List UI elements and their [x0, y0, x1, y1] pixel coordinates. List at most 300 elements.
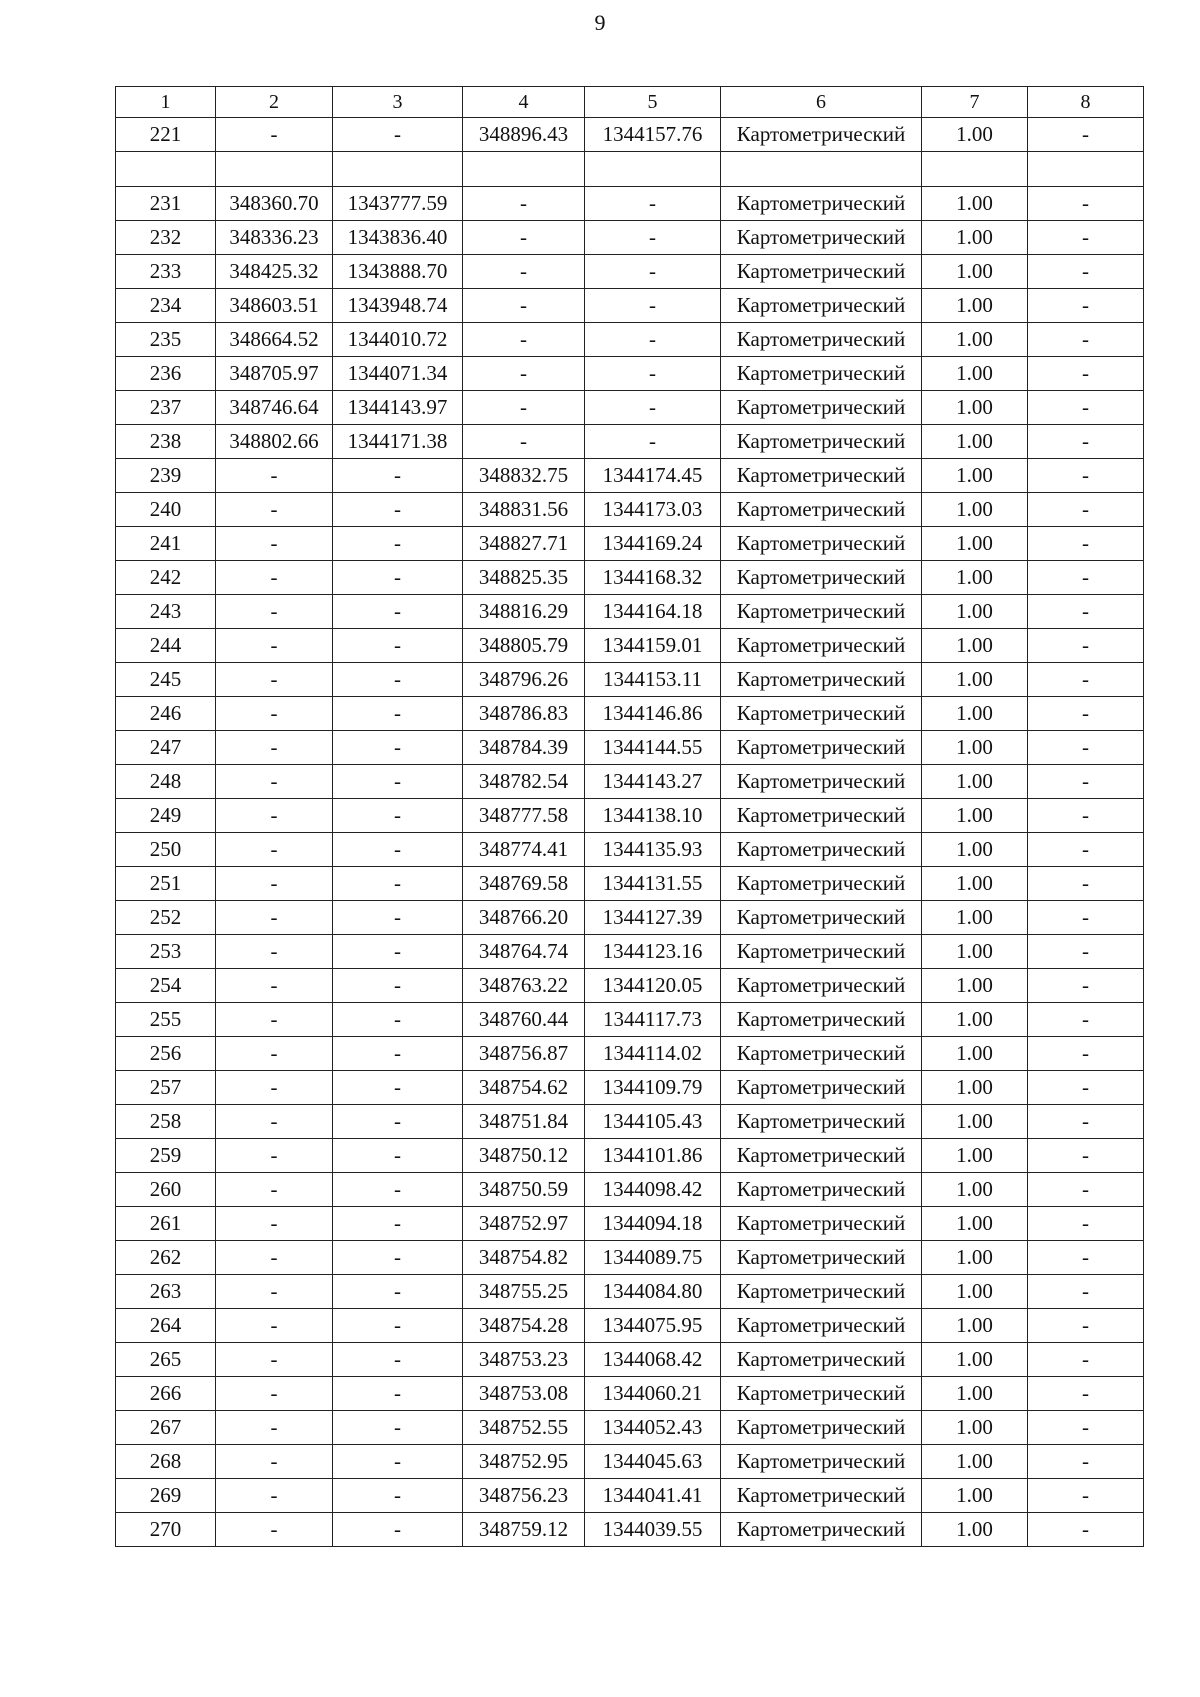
- table-cell: 1344089.75: [585, 1241, 721, 1275]
- table-cell: 1.00: [922, 663, 1028, 697]
- table-cell: -: [1028, 323, 1144, 357]
- table-cell: -: [1028, 1037, 1144, 1071]
- table-cell: -: [333, 799, 463, 833]
- table-cell: -: [333, 493, 463, 527]
- table-cell: -: [1028, 527, 1144, 561]
- table-cell: -: [216, 527, 333, 561]
- table-cell: -: [463, 221, 585, 255]
- table-cell: -: [333, 1071, 463, 1105]
- table-cell: 348754.62: [463, 1071, 585, 1105]
- table-cell: 348764.74: [463, 935, 585, 969]
- table-cell: -: [216, 629, 333, 663]
- table-cell: -: [216, 833, 333, 867]
- table-row: [116, 1071, 1144, 1105]
- table-cell: [116, 152, 216, 187]
- table-cell: 1344146.86: [585, 697, 721, 731]
- table-cell: -: [1028, 1275, 1144, 1309]
- table-cell: -: [216, 561, 333, 595]
- table-row: [116, 1479, 1144, 1513]
- table-cell: 1.00: [922, 1411, 1028, 1445]
- table-cell: -: [333, 459, 463, 493]
- table-row: [116, 697, 1144, 731]
- table-cell: Картометрический: [721, 1105, 922, 1139]
- table-cell: -: [1028, 1479, 1144, 1513]
- table-cell: 1.00: [922, 561, 1028, 595]
- table-cell: 1.00: [922, 1207, 1028, 1241]
- table-cell: Картометрический: [721, 1003, 922, 1037]
- table-cell: -: [333, 1309, 463, 1343]
- table-cell: -: [1028, 1207, 1144, 1241]
- table-cell: 1.00: [922, 1173, 1028, 1207]
- table-cell: 1344098.42: [585, 1173, 721, 1207]
- table-cell: Картометрический: [721, 118, 922, 152]
- table-cell: 1344041.41: [585, 1479, 721, 1513]
- table-cell: -: [333, 1411, 463, 1445]
- table-cell: 1344143.97: [333, 391, 463, 425]
- table-cell: 1344117.73: [585, 1003, 721, 1037]
- table-cell: 348816.29: [463, 595, 585, 629]
- table-cell: 1.00: [922, 969, 1028, 1003]
- table-row: [116, 595, 1144, 629]
- table-cell: 348805.79: [463, 629, 585, 663]
- table-cell: 1.00: [922, 697, 1028, 731]
- table-cell: -: [1028, 731, 1144, 765]
- table-cell: 251: [116, 867, 216, 901]
- table-cell: 1344084.80: [585, 1275, 721, 1309]
- table-cell: 348746.64: [216, 391, 333, 425]
- table-cell: -: [1028, 1411, 1144, 1445]
- table-cell: -: [216, 1411, 333, 1445]
- table-cell: 242: [116, 561, 216, 595]
- table-row: [116, 1241, 1144, 1275]
- coordinates-table: [115, 86, 1144, 1547]
- table-cell: 348760.44: [463, 1003, 585, 1037]
- table-cell: -: [333, 731, 463, 765]
- table-cell: 1344169.24: [585, 527, 721, 561]
- table-cell: -: [585, 187, 721, 221]
- table-cell: 257: [116, 1071, 216, 1105]
- table-cell: -: [333, 1241, 463, 1275]
- table-cell: 1344039.55: [585, 1513, 721, 1547]
- table-cell: -: [463, 255, 585, 289]
- table-cell: -: [216, 1173, 333, 1207]
- table-row: [116, 1139, 1144, 1173]
- table-cell: Картометрический: [721, 459, 922, 493]
- table-cell: [585, 152, 721, 187]
- table-cell: -: [1028, 867, 1144, 901]
- table-cell: 1344123.16: [585, 935, 721, 969]
- table-cell: 1.00: [922, 1003, 1028, 1037]
- table-cell: Картометрический: [721, 867, 922, 901]
- table-cell: -: [216, 1343, 333, 1377]
- table-cell: 348786.83: [463, 697, 585, 731]
- table-cell: Картометрический: [721, 901, 922, 935]
- table-row: [116, 561, 1144, 595]
- table-cell: 1344045.63: [585, 1445, 721, 1479]
- table-cell: 1344068.42: [585, 1343, 721, 1377]
- table-cell: 1343836.40: [333, 221, 463, 255]
- table-cell: -: [333, 595, 463, 629]
- table-cell: 258: [116, 1105, 216, 1139]
- table-cell: Картометрический: [721, 935, 922, 969]
- table-cell: 1.00: [922, 867, 1028, 901]
- table-cell: 232: [116, 221, 216, 255]
- table-cell: 1343888.70: [333, 255, 463, 289]
- table-cell: -: [216, 765, 333, 799]
- table-cell: 1.00: [922, 765, 1028, 799]
- table-cell: 1.00: [922, 1241, 1028, 1275]
- table-cell: -: [216, 867, 333, 901]
- column-header: 2: [216, 87, 333, 118]
- table-cell: 348769.58: [463, 867, 585, 901]
- table-cell: -: [463, 323, 585, 357]
- table-cell: 267: [116, 1411, 216, 1445]
- table-cell: -: [216, 1105, 333, 1139]
- table-cell: 348754.28: [463, 1309, 585, 1343]
- table-cell: 348802.66: [216, 425, 333, 459]
- table-cell: 1344138.10: [585, 799, 721, 833]
- table-cell: -: [463, 289, 585, 323]
- table-cell: -: [585, 289, 721, 323]
- table-cell: 1.00: [922, 187, 1028, 221]
- table-cell: 1.00: [922, 935, 1028, 969]
- table-cell: Картометрический: [721, 1411, 922, 1445]
- table-cell: 1.00: [922, 391, 1028, 425]
- table-cell: -: [1028, 833, 1144, 867]
- table-cell: -: [1028, 1445, 1144, 1479]
- table-cell: 231: [116, 187, 216, 221]
- table-cell: Картометрический: [721, 1241, 922, 1275]
- table-cell: 1344174.45: [585, 459, 721, 493]
- table-row: [116, 799, 1144, 833]
- table-cell: 348759.12: [463, 1513, 585, 1547]
- table-row: [116, 1207, 1144, 1241]
- column-header: 4: [463, 87, 585, 118]
- table-cell: -: [216, 799, 333, 833]
- table-row: [116, 493, 1144, 527]
- table-cell: -: [1028, 663, 1144, 697]
- table-row: [116, 1173, 1144, 1207]
- table-cell: -: [463, 187, 585, 221]
- table-cell: 348763.22: [463, 969, 585, 1003]
- table-cell: 1.00: [922, 357, 1028, 391]
- table-cell: 1344101.86: [585, 1139, 721, 1173]
- table-row: [116, 255, 1144, 289]
- table-cell: 348784.39: [463, 731, 585, 765]
- table-cell: 246: [116, 697, 216, 731]
- table-cell: 243: [116, 595, 216, 629]
- table-cell: 348832.75: [463, 459, 585, 493]
- table-cell: 1.00: [922, 1377, 1028, 1411]
- table-row: [116, 459, 1144, 493]
- table-cell: 1344144.55: [585, 731, 721, 765]
- table-row: [116, 1343, 1144, 1377]
- table-cell: -: [585, 255, 721, 289]
- table-cell: -: [216, 935, 333, 969]
- table-cell: 1344120.05: [585, 969, 721, 1003]
- table-cell: Картометрический: [721, 629, 922, 663]
- table-cell: 348827.71: [463, 527, 585, 561]
- table-cell: 244: [116, 629, 216, 663]
- table-cell: -: [333, 833, 463, 867]
- table-cell: -: [333, 935, 463, 969]
- table-cell: 1343777.59: [333, 187, 463, 221]
- table-cell: [922, 152, 1028, 187]
- column-header: 7: [922, 87, 1028, 118]
- table-cell: Картометрический: [721, 969, 922, 1003]
- table-cell: Картометрический: [721, 1309, 922, 1343]
- table-cell: 348750.59: [463, 1173, 585, 1207]
- table-cell: -: [216, 697, 333, 731]
- table-row: [116, 1513, 1144, 1547]
- table-cell: 348796.26: [463, 663, 585, 697]
- table-cell: 250: [116, 833, 216, 867]
- table-cell: 1.00: [922, 1105, 1028, 1139]
- table-cell: Картометрический: [721, 799, 922, 833]
- table-cell: 348756.23: [463, 1479, 585, 1513]
- table-cell: 270: [116, 1513, 216, 1547]
- table-cell: [721, 152, 922, 187]
- table-cell: -: [1028, 187, 1144, 221]
- table-cell: Картометрический: [721, 1139, 922, 1173]
- table-cell: -: [216, 459, 333, 493]
- table-cell: 1.00: [922, 221, 1028, 255]
- column-header: 8: [1028, 87, 1144, 118]
- table-cell: Картометрический: [721, 323, 922, 357]
- table-cell: -: [333, 1139, 463, 1173]
- table-row: [116, 663, 1144, 697]
- table-cell: 1.00: [922, 1071, 1028, 1105]
- table-row: [116, 391, 1144, 425]
- column-header: 5: [585, 87, 721, 118]
- table-row: [116, 289, 1144, 323]
- table-cell: -: [1028, 425, 1144, 459]
- table-cell: -: [216, 493, 333, 527]
- table-cell: Картометрический: [721, 1173, 922, 1207]
- table-cell: Картометрический: [721, 765, 922, 799]
- table-cell: -: [1028, 255, 1144, 289]
- table-cell: 348360.70: [216, 187, 333, 221]
- table-row: [116, 629, 1144, 663]
- table-cell: -: [216, 1513, 333, 1547]
- table-cell: 263: [116, 1275, 216, 1309]
- table-cell: 348336.23: [216, 221, 333, 255]
- table-row: [116, 833, 1144, 867]
- table-row: [116, 1275, 1144, 1309]
- table-cell: -: [585, 425, 721, 459]
- table-cell: -: [1028, 391, 1144, 425]
- table-cell: -: [463, 425, 585, 459]
- table-cell: -: [333, 901, 463, 935]
- table-cell: -: [463, 357, 585, 391]
- table-cell: 1344109.79: [585, 1071, 721, 1105]
- table-cell: -: [463, 391, 585, 425]
- table-cell: 238: [116, 425, 216, 459]
- table-cell: 261: [116, 1207, 216, 1241]
- table-cell: -: [216, 1479, 333, 1513]
- table-cell: -: [1028, 221, 1144, 255]
- table-cell: -: [333, 1479, 463, 1513]
- column-header: 1: [116, 87, 216, 118]
- table-cell: 1344153.11: [585, 663, 721, 697]
- table-cell: 1344127.39: [585, 901, 721, 935]
- table-cell: 235: [116, 323, 216, 357]
- table-cell: 1.00: [922, 323, 1028, 357]
- table-cell: -: [1028, 799, 1144, 833]
- table-cell: -: [1028, 1139, 1144, 1173]
- table-cell: Картометрический: [721, 1207, 922, 1241]
- table-cell: 1.00: [922, 459, 1028, 493]
- table-cell: -: [216, 1139, 333, 1173]
- table-cell: 259: [116, 1139, 216, 1173]
- table-cell: 248: [116, 765, 216, 799]
- table-row: [116, 731, 1144, 765]
- table-cell: -: [216, 731, 333, 765]
- table-cell: -: [216, 1003, 333, 1037]
- table-cell: Картометрический: [721, 357, 922, 391]
- table-cell: -: [1028, 765, 1144, 799]
- table-cell: 1.00: [922, 1275, 1028, 1309]
- table-row: [116, 901, 1144, 935]
- table-cell: 1344131.55: [585, 867, 721, 901]
- table-cell: Картометрический: [721, 1479, 922, 1513]
- table-cell: 348603.51: [216, 289, 333, 323]
- table-cell: 348782.54: [463, 765, 585, 799]
- table-cell: 348750.12: [463, 1139, 585, 1173]
- table-cell: [216, 152, 333, 187]
- table-cell: 1344171.38: [333, 425, 463, 459]
- table-cell: 348751.84: [463, 1105, 585, 1139]
- table-cell: Картометрический: [721, 697, 922, 731]
- table-cell: 348705.97: [216, 357, 333, 391]
- table-cell: 221: [116, 118, 216, 152]
- page-number: 9: [594, 10, 606, 35]
- table-cell: -: [1028, 1343, 1144, 1377]
- table-cell: Картометрический: [721, 1343, 922, 1377]
- table-cell: Картометрический: [721, 833, 922, 867]
- table-cell: -: [333, 969, 463, 1003]
- table-cell: Картометрический: [721, 425, 922, 459]
- table-cell: -: [216, 901, 333, 935]
- table-cell: -: [1028, 561, 1144, 595]
- table-cell: -: [333, 1003, 463, 1037]
- table-cell: Картометрический: [721, 493, 922, 527]
- table-cell: 266: [116, 1377, 216, 1411]
- table-cell: -: [585, 357, 721, 391]
- table-cell: -: [333, 1105, 463, 1139]
- table-cell: 1.00: [922, 1479, 1028, 1513]
- table-cell: Картометрический: [721, 1275, 922, 1309]
- table-cell: -: [1028, 969, 1144, 1003]
- table-cell: 348753.08: [463, 1377, 585, 1411]
- table-cell: -: [333, 1445, 463, 1479]
- table-cell: Картометрический: [721, 391, 922, 425]
- table-cell: 265: [116, 1343, 216, 1377]
- table-row: [116, 1309, 1144, 1343]
- table-cell: 260: [116, 1173, 216, 1207]
- table-cell: -: [1028, 1003, 1144, 1037]
- table-cell: 348753.23: [463, 1343, 585, 1377]
- table-cell: 1344168.32: [585, 561, 721, 595]
- table-cell: 1344159.01: [585, 629, 721, 663]
- table-cell: 269: [116, 1479, 216, 1513]
- table-cell: Картометрический: [721, 187, 922, 221]
- table-cell: -: [333, 1207, 463, 1241]
- table-cell: -: [216, 1377, 333, 1411]
- table-cell: -: [1028, 493, 1144, 527]
- table-cell: -: [216, 1445, 333, 1479]
- table-cell: 348425.32: [216, 255, 333, 289]
- table-row: [116, 1411, 1144, 1445]
- table-cell: -: [216, 1309, 333, 1343]
- table-row: [116, 357, 1144, 391]
- table-row: [116, 527, 1144, 561]
- table-cell: Картометрический: [721, 1513, 922, 1547]
- table-cell: -: [1028, 118, 1144, 152]
- table-cell: 1344173.03: [585, 493, 721, 527]
- table-cell: Картометрический: [721, 289, 922, 323]
- table-cell: -: [333, 1173, 463, 1207]
- table-cell: 1344071.34: [333, 357, 463, 391]
- table-row: [116, 1445, 1144, 1479]
- table-cell: 348664.52: [216, 323, 333, 357]
- table-cell: 255: [116, 1003, 216, 1037]
- table-cell: 268: [116, 1445, 216, 1479]
- table-cell: 348896.43: [463, 118, 585, 152]
- table-cell: -: [585, 391, 721, 425]
- table-cell: -: [585, 323, 721, 357]
- table-cell: 1.00: [922, 1309, 1028, 1343]
- table-cell: -: [1028, 459, 1144, 493]
- table-cell: -: [216, 595, 333, 629]
- table-cell: Картометрический: [721, 221, 922, 255]
- table-cell: -: [333, 765, 463, 799]
- table-cell: -: [1028, 1513, 1144, 1547]
- table-row-empty: [116, 152, 1144, 187]
- table-cell: 247: [116, 731, 216, 765]
- table-cell: -: [216, 1207, 333, 1241]
- column-header: 6: [721, 87, 922, 118]
- table-cell: -: [333, 663, 463, 697]
- table-cell: -: [333, 1275, 463, 1309]
- table-cell: 1.00: [922, 595, 1028, 629]
- table-cell: 348756.87: [463, 1037, 585, 1071]
- table-cell: Картометрический: [721, 595, 922, 629]
- table-cell: -: [1028, 1105, 1144, 1139]
- table-cell: -: [1028, 901, 1144, 935]
- table-cell: 1.00: [922, 731, 1028, 765]
- table-cell: 348766.20: [463, 901, 585, 935]
- table-cell: -: [216, 969, 333, 1003]
- table-row: [116, 1037, 1144, 1071]
- table-cell: 1344075.95: [585, 1309, 721, 1343]
- table-cell: 1.00: [922, 425, 1028, 459]
- table-cell: [463, 152, 585, 187]
- table-cell: -: [1028, 1241, 1144, 1275]
- table-cell: 1.00: [922, 799, 1028, 833]
- table-row: [116, 221, 1144, 255]
- table-cell: 1.00: [922, 1445, 1028, 1479]
- table-cell: -: [216, 1037, 333, 1071]
- table-cell: -: [216, 663, 333, 697]
- table-row: [116, 1003, 1144, 1037]
- table-row: [116, 765, 1144, 799]
- table-cell: 1.00: [922, 527, 1028, 561]
- table-cell: 1.00: [922, 629, 1028, 663]
- table-cell: 1.00: [922, 1343, 1028, 1377]
- table-cell: 1.00: [922, 1513, 1028, 1547]
- table-cell: -: [333, 118, 463, 152]
